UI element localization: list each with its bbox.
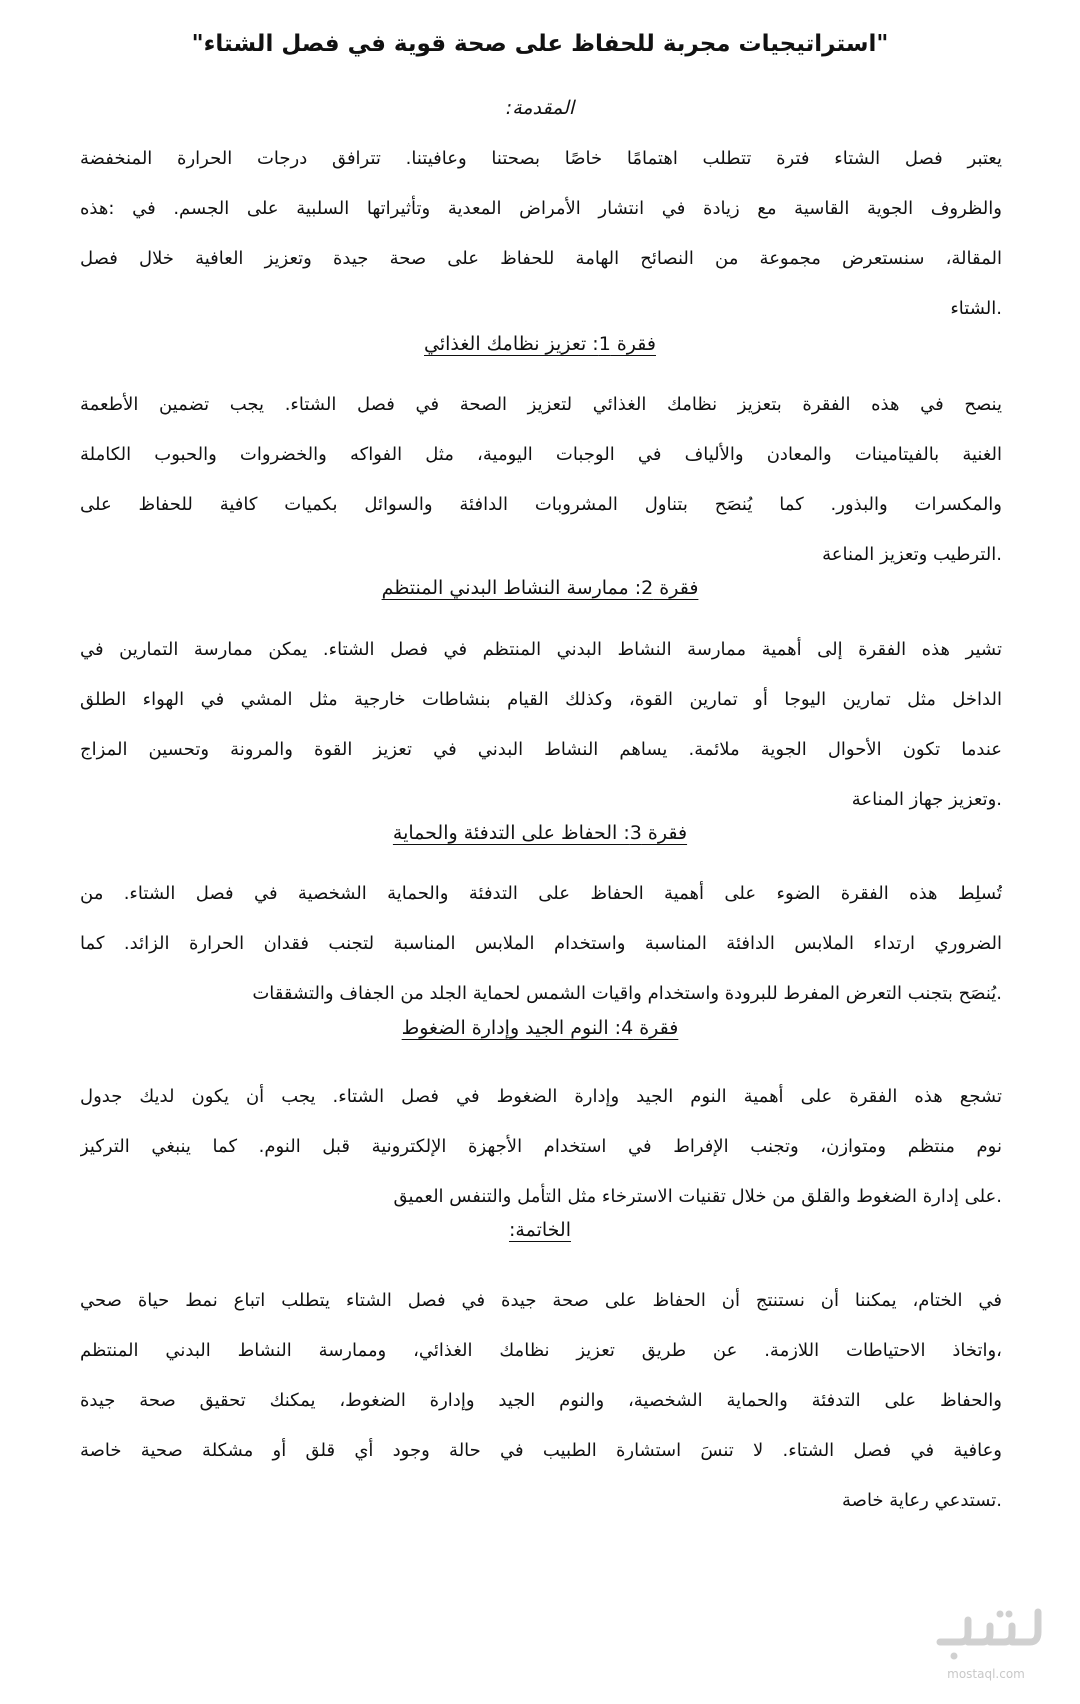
section-paragraph-1: [80, 380, 1002, 580]
paragraph-line: تشجع هذه الفقرة على أهمية النوم الجيد وإدارة الضغوط في فصل الشتاء. يجب أن يكون لديك جدول: [80, 1086, 1002, 1107]
intro-paragraph: [80, 134, 1002, 334]
paragraph-line: يعتبر فصل الشتاء فترة تتطلب اهتمامًا خاصًا بصحتنا وعافيتنا. تترافق درجات الحرارة المنخفضة: [80, 148, 1002, 169]
paragraph-line: .وتعزيز جهاز المناعة: [851, 789, 1002, 810]
document-title: "استراتيجيات مجربة للحفاظ على صحة قوية في فصل الشتاء": [191, 31, 889, 57]
section-heading-text: الخاتمة:: [509, 1219, 571, 1241]
paragraph-line: والظروف الجوية القاسية مع زيادة في انتشار الأمراض المعدية وتأثيراتها السلبية على الجسم. في :هذه: [80, 198, 1002, 219]
paragraph-line: والمكسرات والبذور. كما يُنصَح بتناول المشروبات الدافئة والسوائل بكميات كافية للحفاظ على: [80, 494, 1002, 515]
paragraph-line: .على إدارة الضغوط والقلق من خلال تقنيات الاسترخاء مثل التأمل والتنفس العميق: [393, 1186, 1002, 1207]
paragraph-line: نوم منتظم ومتوازن، وتجنب الإفراط في استخدام الأجهزة الإلكترونية قبل النوم. كما ينبغي التركيز: [80, 1136, 1002, 1157]
paragraph-line: .تستدعي رعاية خاصة: [842, 1490, 1002, 1511]
section-paragraph-conclusion: [80, 1276, 1002, 1526]
paragraph-line: الغنية بالفيتامينات والمعادن والألياف في الوجبات اليومية، مثل الفواكه والخضروات والحبوب الكاملة: [80, 444, 1002, 465]
section-paragraph-3: [80, 869, 1002, 1019]
paragraph-line: تُسلِط هذه الفقرة الضوء على أهمية الحفاظ على التدفئة والحماية الشخصية في فصل الشتاء. من: [80, 883, 1002, 904]
section-heading-conclusion: [60, 1212, 1020, 1248]
paragraph-line: ،واتخاذ الاحتياطات اللازمة. عن طريق تعزيز نظامك الغذائي، وممارسة النشاط البدني المنتظم: [80, 1340, 1002, 1361]
intro-heading: المقدمة:: [505, 97, 575, 119]
paragraph-line: ينصح في هذه الفقرة بتعزيز نظامك الغذائي لتعزيز الصحة في فصل الشتاء. يجب تضمين الأطعمة: [80, 394, 1002, 415]
paragraph-line: .الشتاء: [950, 298, 1002, 319]
section-heading-text: فقرة 2: ممارسة النشاط البدني المنتظم: [381, 577, 699, 599]
paragraph-line: في الختام، يمكننا أن نستنتج أن الحفاظ على صحة جيدة في فصل الشتاء يتطلب اتباع نمط حياة صحي: [80, 1290, 1002, 1311]
section-heading-4: [60, 1010, 1020, 1046]
mostaql-logo-icon: [930, 1600, 1050, 1690]
paragraph-line: .يُنصَح بتجنب التعرض المفرط للبرودة واستخدام واقيات الشمس لحماية الجلد من الجفاف والتشققات: [252, 983, 1002, 1004]
section-heading-3: [60, 815, 1020, 851]
paragraph-line: عندما تكون الأحوال الجوية ملائمة. يساهم النشاط البدني في تعزيز القوة والمرونة وتحسين المزاج: [80, 739, 1002, 760]
paragraph-line: الداخل مثل تمارين اليوجا أو تمارين القوة، وكذلك القيام بنشاطات خارجية مثل المشي في الهواء الطلق: [80, 689, 1002, 710]
paragraph-line: .الترطيب وتعزيز المناعة: [822, 544, 1002, 565]
section-heading-text: فقرة 1: تعزيز نظامك الغذائي: [424, 333, 656, 355]
section-heading-1: [60, 326, 1020, 362]
section-heading-2: [60, 570, 1020, 606]
paragraph-line: المقالة، سنستعرض مجموعة من النصائح الهامة للحفاظ على صحة جيدة وتعزيز العافية خلال فصل: [80, 248, 1002, 269]
watermark-site-text: mostaql.com: [947, 1667, 1025, 1681]
mostaql-watermark: [930, 1600, 1050, 1690]
section-paragraph-4: [80, 1072, 1002, 1222]
section-heading-text: فقرة 3: الحفاظ على التدفئة والحماية: [392, 822, 688, 844]
section-paragraph-2: [80, 625, 1002, 825]
paragraph-line: الضروري ارتداء الملابس الدافئة المناسبة واستخدام الملابس المناسبة لتجنب فقدان الحرارة الزائد. كما: [80, 933, 1002, 954]
paragraph-line: وعافية في فصل الشتاء. لا تنسَ استشارة الطبيب في حالة وجود أي قلق أو مشكلة صحية خاصة: [80, 1440, 1002, 1461]
paragraph-line: والحفاظ على التدفئة والحماية الشخصية، والنوم الجيد وإدارة الضغوط، يمكنك تحقيق صحة جيدة: [80, 1390, 1002, 1411]
paragraph-line: تشير هذه الفقرة إلى أهمية ممارسة النشاط البدني المنتظم في فصل الشتاء. يمكن ممارسة التمارين في: [80, 639, 1002, 660]
section-heading-text: فقرة 4: النوم الجيد وإدارة الضغوط: [401, 1017, 679, 1039]
